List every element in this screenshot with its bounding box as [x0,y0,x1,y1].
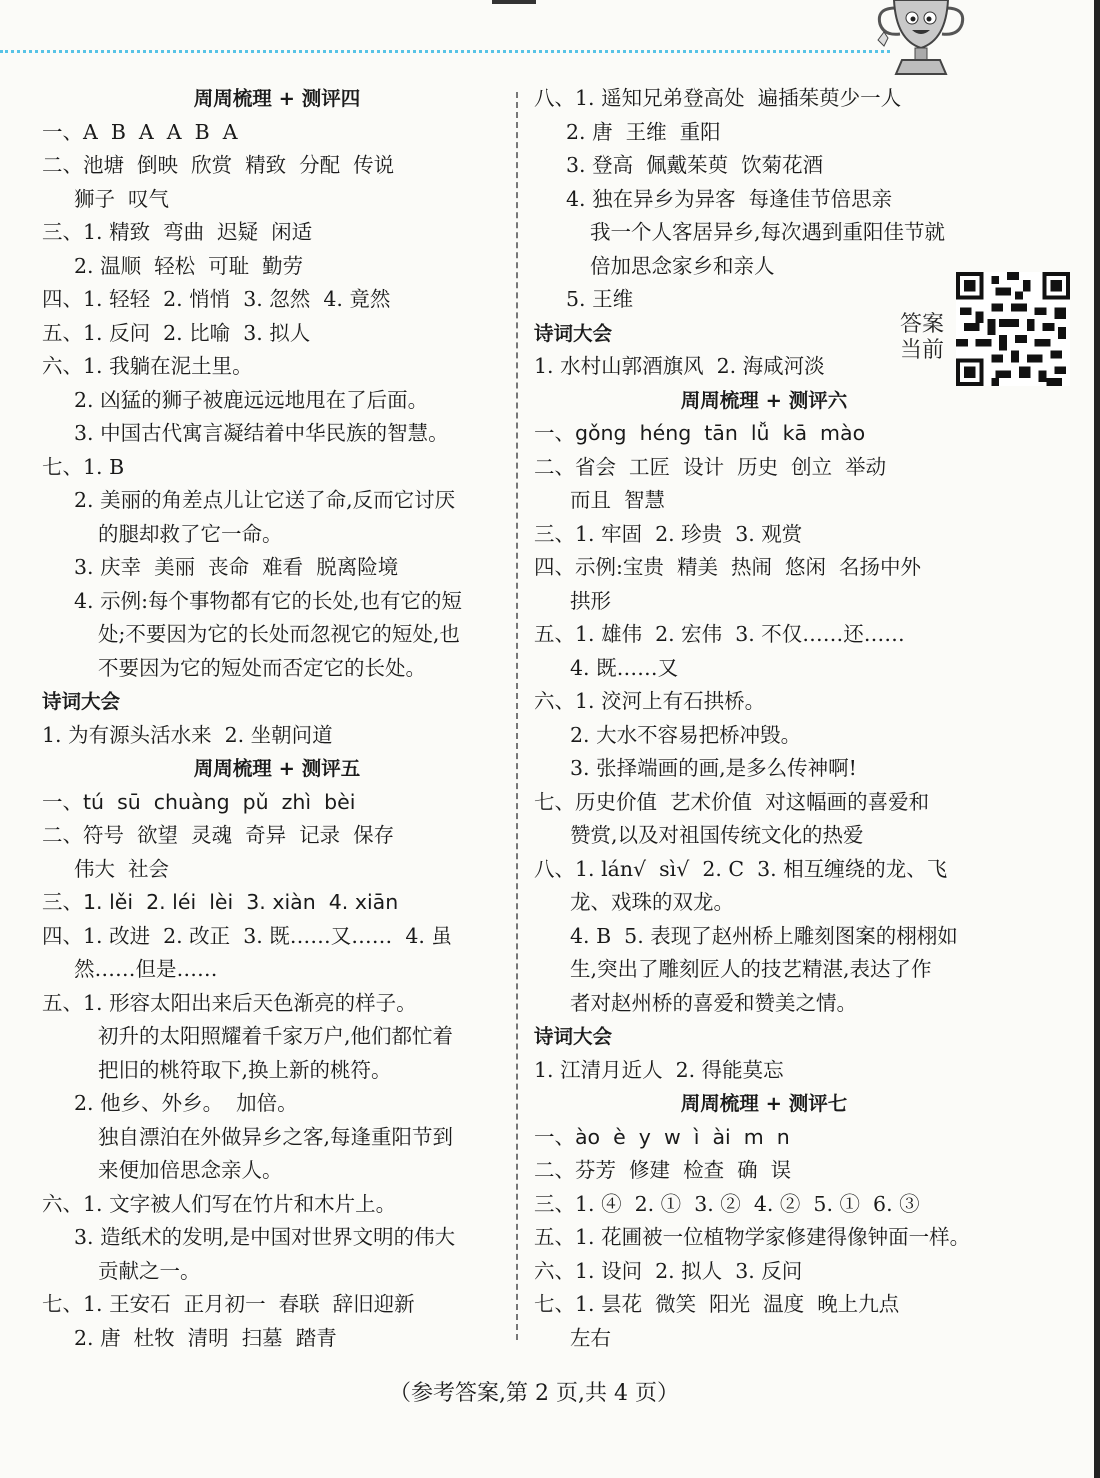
left-column [42,82,512,1355]
answer-line: 不要因为它的短处而否定它的长处。 [98,655,426,680]
answer-line: 一、gǒng héng tān lǚ kā mào [534,421,866,445]
answer-line: 七、1. B [42,454,125,479]
answer-line: 三、1. 精致 弯曲 迟疑 闲适 [42,220,313,244]
answer-line: 六、1. 文字被人们写在竹片和木片上。 [42,1191,397,1216]
answer-line: 二、省会 工匠 设计 历史 创立 举动 [534,454,887,479]
answer-line: 狮子 叹气 [74,186,170,211]
answer-line: 4. 独在异乡为异客 每逢佳节倍思亲 [566,186,893,211]
section-heading: 周周梳理 + 测评五 [193,757,361,780]
answer-line: 5. 王维 [566,287,634,311]
answer-line: 2. 大水不容易把桥冲毁。 [570,722,802,747]
answer-line: 六、1. 设问 2. 拟人 3. 反问 [534,1258,803,1283]
answer-line: 倍加思念家乡和亲人 [590,253,775,278]
answer-line: 赞赏,以及对祖国传统文化的热爱 [570,823,864,847]
qr-label: 答案当前 [899,312,944,363]
answer-line: 伟大 社会 [74,856,170,881]
answer-line: 五、1. 形容太阳出来后天色渐亮的样子。 [42,990,417,1015]
answer-line: 2. 凶猛的狮子被鹿远远地甩在了后面。 [74,387,429,412]
answer-line: 者对赵州桥的喜爱和赞美之情。 [570,990,857,1015]
answer-line: 六、1. 洨河上有石拱桥。 [534,689,766,713]
qr-code-icon [955,272,1071,386]
answer-line: 把旧的桃符取下,换上新的桃符。 [98,1057,392,1082]
answer-line: 二、符号 欲望 灵魂 奇异 记录 保存 [42,823,395,847]
column-divider [516,92,518,1340]
answer-line: 3. 造纸术的发明,是中国对世界文明的伟大 [74,1225,456,1249]
answer-line: 初升的太阳照耀着千家万户,他们都忙着 [98,1024,454,1048]
answer-line: 七、历史价值 艺术价值 对这幅画的喜爱和 [534,789,930,814]
answer-line: 1. 水村山郭酒旗风 2. 海咸河淡 [534,354,825,378]
answer-line: 左右 [570,1325,611,1350]
answer-line: 2. 唐 杜牧 清明 扫墓 踏青 [74,1325,337,1350]
answer-line: 3. 中国古代寓言凝结着中华民族的智慧。 [74,421,449,445]
answer-line: 1. 江清月近人 2. 得能莫忘 [534,1057,784,1082]
answer-line: 生,突出了雕刻匠人的技艺精湛,表达了作 [570,957,932,981]
answer-line: 我一个人客居异乡,每次遇到重阳佳节就 [590,220,946,244]
answer-line: 二、池塘 倒映 欣赏 精致 分配 传说 [42,153,395,177]
section-heading: 周周梳理 + 测评七 [680,1092,848,1115]
answer-line: 四、示例:宝贵 精美 热闹 悠闲 名扬中外 [534,555,922,579]
answer-line: 五、1. 花圃被一位植物学家修建得像钟面一样。 [534,1225,971,1249]
answer-line: 4. B 5. 表现了赵州桥上雕刻图案的栩栩如 [570,923,958,948]
answer-line: 3. 张择端画的画,是多么传神啊! [570,756,857,780]
answer-line: 五、1. 雄伟 2. 宏伟 3. 不仅……还…… [534,622,905,646]
answer-line: 七、1. 昙花 微笑 阳光 温度 晚上九点 [534,1292,900,1316]
answer-line: 的腿却救了它一命。 [98,521,283,546]
answer-line: 一、tú sū chuàng pǔ zhì bèi [42,789,356,814]
page-footer: （参考答案,第 2 页,共 4 页） [389,1381,679,1406]
trophy-mascot-icon [866,0,976,80]
answer-line: 二、芬芳 修建 检查 确 误 [534,1158,792,1182]
page-edge [1094,0,1100,1478]
answer-line: 4. 示例:每个事物都有它的长处,也有它的短 [74,588,462,613]
answer-line: 贡献之一。 [98,1258,201,1283]
answer-line: 一、ào è y w ì ài m n [534,1124,790,1149]
answer-line: 3. 登高 佩戴茱萸 饮菊花酒 [566,153,824,177]
answer-line: 2. 美丽的角差点儿让它送了命,反而它讨厌 [74,488,456,512]
answer-line: 八、1. lán√ sì√ 2. C 3. 相互缠绕的龙、飞 [534,856,948,881]
answer-line: 独自漂泊在外做异乡之客,每逢重阳节到 [98,1124,454,1149]
answer-line: 四、1. 轻轻 2. 悄悄 3. 忽然 4. 竟然 [42,287,391,311]
answer-line: 1. 为有源头活水来 2. 坐朝问道 [42,722,333,747]
subsection-heading: 诗词大会 [534,321,613,345]
answer-line: 三、1. ④ 2. ① 3. ② 4. ② 5. ① 6. ③ [534,1191,920,1216]
answer-line: 五、1. 反问 2. 比喻 3. 拟人 [42,320,311,345]
answer-line: 2. 唐 王维 重阳 [566,119,721,144]
top-edge-mark [492,0,536,4]
answer-line: 来便加倍思念亲人。 [98,1158,283,1182]
answer-line: 2. 他乡、外乡。 加倍。 [74,1091,298,1115]
answer-line: 处;不要因为它的长处而忽视它的短处,也 [98,622,460,646]
subsection-heading: 诗词大会 [534,1025,613,1048]
answer-line: 一、A B A A B A [42,119,238,144]
answer-line: 三、1. 牢固 2. 珍贵 3. 观赏 [534,521,803,546]
top-dotted-rule [0,50,890,53]
answer-line: 然……但是…… [74,957,218,981]
answer-line: 而且 智慧 [570,488,666,512]
subsection-heading: 诗词大会 [42,690,121,713]
answer-line: 四、1. 改进 2. 改正 3. 既……又…… 4. 虽 [42,923,452,948]
answer-line: 拱形 [570,588,611,613]
answer-line: 4. 既……又 [570,655,679,680]
answer-line: 三、1. lěi 2. léi lèi 3. xiàn 4. xiān [42,890,399,914]
answer-line: 龙、戏珠的双龙。 [570,890,734,914]
section-heading: 周周梳理 + 测评六 [680,388,848,412]
answer-line: 八、1. 遥知兄弟登高处 遍插茱萸少一人 [534,86,902,110]
answer-line: 七、1. 王安石 正月初一 春联 辞旧迎新 [42,1292,415,1316]
right-column [534,82,994,1355]
answer-line: 3. 庆幸 美丽 丧命 难看 脱离险境 [74,555,399,579]
answer-line: 六、1. 我躺在泥土里。 [42,354,253,378]
section-heading: 周周梳理 + 测评四 [193,87,361,110]
answer-line: 2. 温顺 轻松 可耻 勤劳 [74,253,304,278]
